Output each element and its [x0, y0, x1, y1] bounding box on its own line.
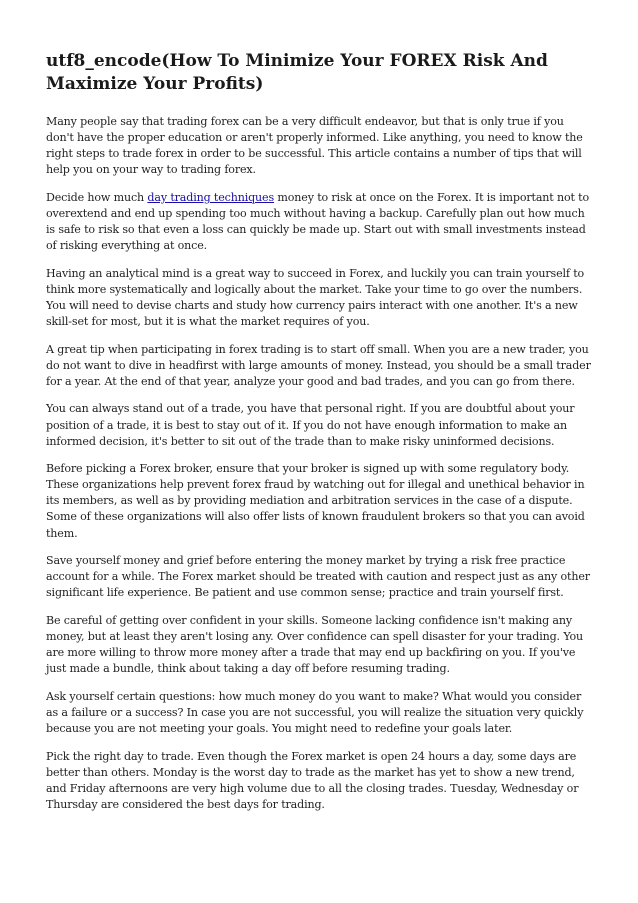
- day-trading-techniques-link[interactable]: day trading techniques: [147, 190, 275, 204]
- paragraph-start-small: A great tip when participating in forex trading is to start off small. When you are a new trader, you do not want to dive in headfirst with large amounts of money. Instead, you should be a small trader for a year. At the end of that year, analyze your good and bad trades, and you can go from there.: [46, 342, 591, 388]
- paragraph-right-day: Pick the right day to trade. Even though the Forex market is open 24 hours a day, some days are better than others. Monday is the worst day to trade as the market has yet to show a new trend, and Friday afternoons are very high volume due to all the closing trades. Tuesday, Wednesday or Thursday are considered the best days for trading.: [46, 749, 579, 811]
- document-title: utf8_encode(How To Minimize Your FOREX Risk And Maximize Your Profits): [46, 51, 548, 94]
- paragraph-risk-amount-text-before: Decide how much: [46, 190, 148, 204]
- paragraph-practice-account: Save yourself money and grief before entering the money market by trying a risk free practice account for a while. The Forex market should be treated with caution and respect just as any other significant life experience. Be patient and use common sense; practice and train yourself first.: [46, 554, 590, 600]
- paragraph-risk-amount: [46, 190, 594, 254]
- document-page: [46, 50, 594, 824]
- paragraph-questions: Ask yourself certain questions: how much money do you want to make? What would you consider as a failure or a success? In case you are not successful, you will realize the situation very quickly because you are not meeting your goals. You might need to redefine your goals later.: [46, 689, 584, 735]
- paragraph-broker: Before picking a Forex broker, ensure that your broker is signed up with some regulatory body. These organizations help prevent forex fraud by watching out for illegal and unethical behavior in its members, as well as by providing mediation and arbitration services in the case of a dispute. Some of these organizations will also offer lists of known fraudulent brokers so that you can avoid them.: [46, 462, 585, 540]
- paragraph-risk-amount-text-after: money to risk at once on the Forex. It is important not to overextend and end up spending too much without having a backup. Carefully plan out how much is safe to risk so that even a loss can quickly be made up. Start out with small investments instead of risking everything at once.: [46, 190, 590, 253]
- paragraph-stand-out: You can always stand out of a trade, you have that personal right. If you are doubtful about your position of a trade, it is best to stay out of it. If you do not have enough information to make an informed decision, it's better to sit out of the trade than to make risky uninformed decisions.: [46, 402, 575, 448]
- paragraph-analytical-mind: Having an analytical mind is a great way to succeed in Forex, and luckily you can train yourself to think more systematically and logically about the market. Take your time to go over the numbers. You will need to devise charts and study how currency pairs interact with one another. It's a new skill-set for most, but it is what the market requires of you.: [46, 266, 585, 329]
- paragraph-over-confidence: Be careful of getting over confident in your skills. Someone lacking confidence isn't making any money, but at least they aren't losing any. Over confidence can spell disaster for your trading. You are more willing to throw more money after a trade that may end up backfiring on you. If you've just made a bundle, think about taking a day off before resuming trading.: [46, 613, 584, 676]
- paragraph-intro: Many people say that trading forex can be a very difficult endeavor, but that is only true if you don't have the proper education or aren't properly informed. Like anything, you need to know the right steps to trade forex in order to be successful. This article contains a number of tips that will help you on your way to trading forex.: [46, 115, 583, 177]
